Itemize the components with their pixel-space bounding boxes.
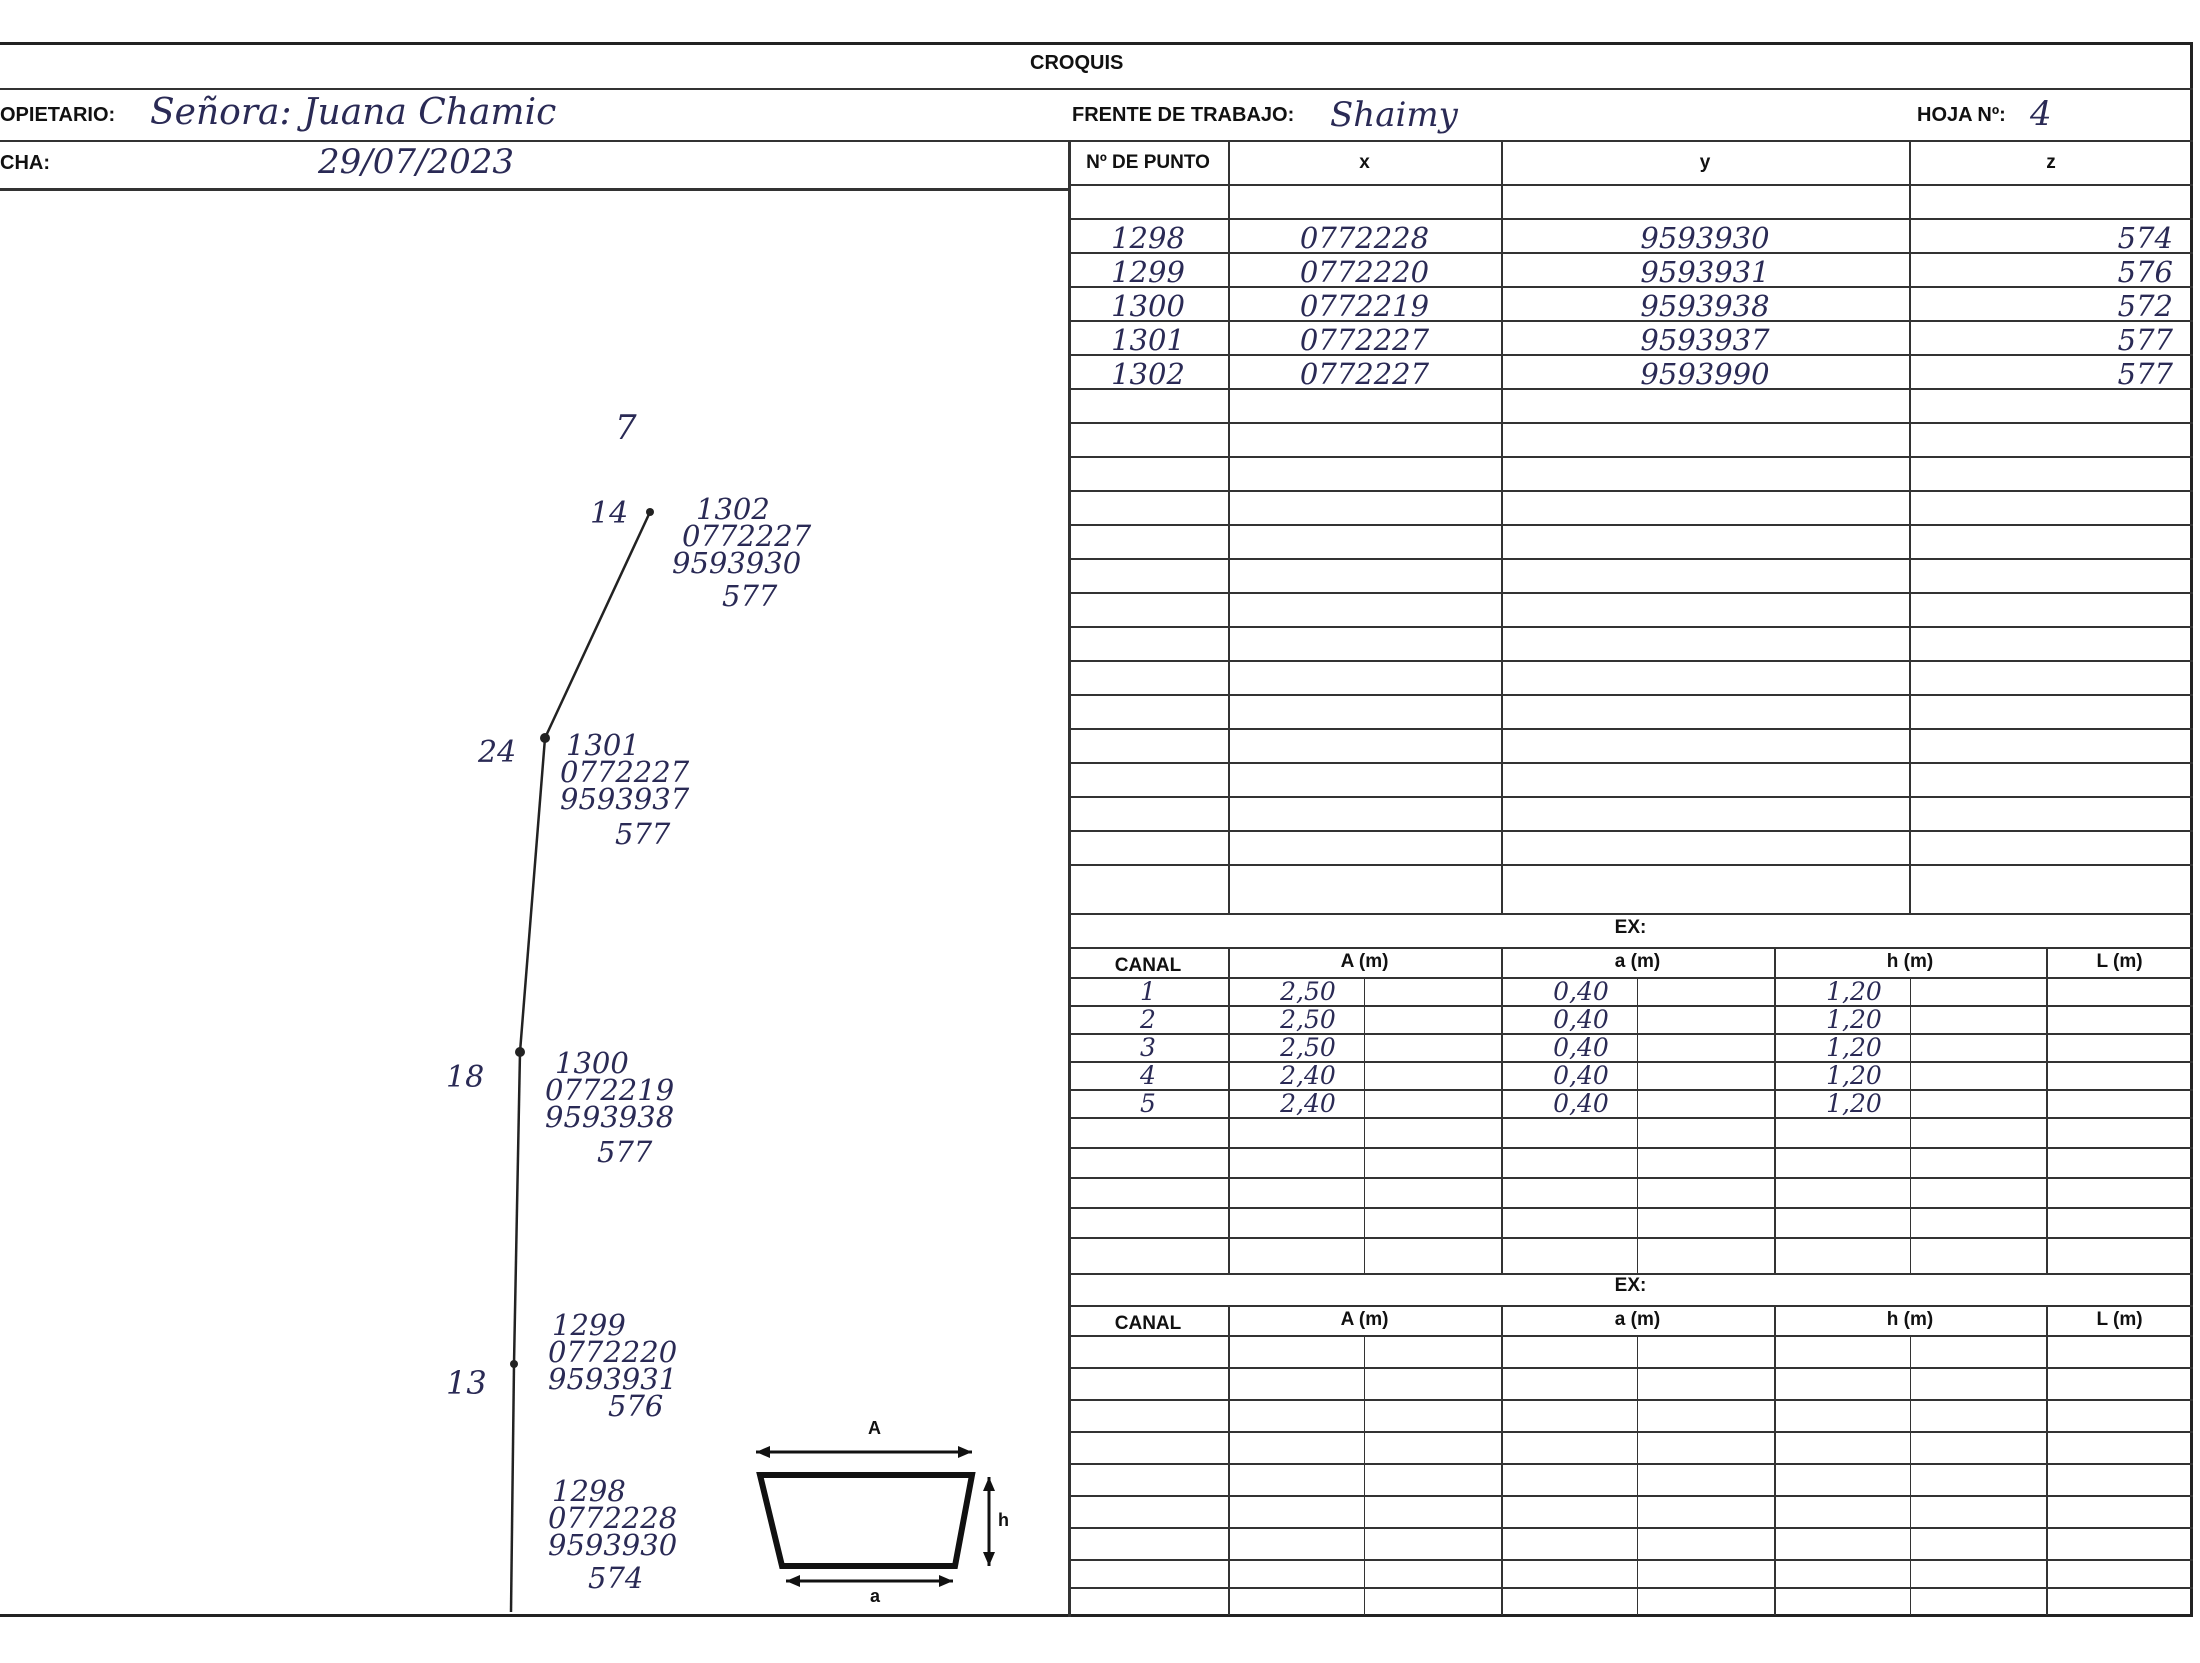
points-header-x: x [1359,152,1370,173]
sketch-point-data [545,1046,675,1169]
canal2-row-line [1068,1399,2193,1401]
sketch-point-y: 9593938 [545,1100,675,1134]
points-header-punto: Nº DE PUNTO [1086,152,1210,173]
sketch-point-label: 14 [590,496,629,531]
sketch-point-x: 0772228 [548,1501,678,1535]
frente-value: Shaimy [1330,95,1458,135]
canal1-cell: 1,20 [1826,1061,1882,1090]
fecha-value: 29/07/2023 [318,142,514,182]
form-title: CROQUIS [1030,52,1124,74]
sketch-top-mark: 7 [615,408,637,448]
canal1-col-line [2046,947,2048,1275]
canal2-header-L: L (m) [2096,1309,2143,1330]
canal2-row-line [1068,1367,2193,1369]
arrow-right-icon [958,1446,972,1458]
canal1-cell: 0,40 [1553,1033,1609,1062]
sketch-point-label: 13 [446,1364,487,1402]
sketch-segment [545,512,650,738]
canal2-col-line [2046,1305,2048,1615]
canal2-col-line [1228,1305,1230,1615]
diagram-label-A: A [868,1418,881,1438]
sketch-point-x: 0772220 [548,1335,678,1369]
canal1-cell: 2,50 [1280,1005,1336,1034]
canal1-col-line [1910,977,1911,1275]
points-cell: 0772227 [1299,323,1430,357]
sketch-point [646,508,654,516]
points-cell: 1298 [1111,221,1185,255]
sketch-point-y: 9593937 [560,782,690,816]
points-row-line [1068,558,2193,560]
sketch-segment [520,738,545,1052]
canal1-cell: 1,20 [1826,1089,1882,1118]
points-cell: 572 [2117,289,2173,323]
points-cell: 577 [2117,323,2173,357]
sketch-point-z: 577 [615,817,671,851]
sketch-point-id: 1298 [552,1474,626,1508]
sketch-point-z: 574 [588,1561,644,1595]
sketch-point-id: 1299 [552,1308,626,1342]
points-cell: 1300 [1111,289,1185,323]
points-cell: 1301 [1111,323,1185,357]
canal1-cell: 4 [1140,1061,1156,1090]
sketch-point-y: 9593930 [548,1528,678,1562]
arrow-left-icon [756,1446,770,1458]
canal1-cell: 1,20 [1826,1033,1882,1062]
sketch-segment [514,1052,520,1364]
canal2-header-a: a (m) [1614,1309,1661,1330]
points-row-line [1068,422,2193,424]
points-row-line [1068,456,2193,458]
sketch-point-x: 0772227 [682,519,812,553]
canal1-cell: 2,50 [1280,977,1336,1006]
points-table [1068,140,2193,915]
sketch-point-data [672,492,812,613]
canal-table-2 [1068,1273,2193,1617]
sketch-lines [0,0,1068,1617]
canal1-header-h: h (m) [1886,951,1934,972]
sketch-point-id: 1302 [696,492,770,526]
canal1-col-line [1228,947,1230,1275]
canal1-cell: 0,40 [1553,977,1609,1006]
points-cell: 9593937 [1640,323,1770,357]
canal2-row-line [1068,1463,2193,1465]
points-cell: 0772227 [1299,357,1430,391]
canal2-ex-label: EX: [1614,1275,1647,1296]
propietario-value: Señora: Juana Chamic [150,92,557,133]
sketch-point-y: 9593931 [548,1362,678,1396]
canal2-header-h: h (m) [1886,1309,1934,1330]
sketch-point-id: 1300 [555,1046,629,1080]
canal2-row-line [1068,1495,2193,1497]
points-row-line [1068,728,2193,730]
canal1-header-a: a (m) [1614,951,1661,972]
arrow-up-icon [983,1477,995,1491]
points-cell: 576 [2117,255,2173,289]
canal1-cell: 0,40 [1553,1089,1609,1118]
sketch-point-x: 0772227 [560,755,690,789]
sketch-point-data [560,728,690,851]
canal2-header-canal: CANAL [1114,1313,1182,1334]
points-cell: 0772220 [1299,255,1430,289]
arrow-right-icon [939,1575,953,1587]
sketch-segment [511,1364,514,1612]
canal2-row-line [1068,1335,2193,1337]
canal2-col-line [1910,1335,1911,1615]
sketch-point [515,1047,525,1057]
canal2-col-line [1637,1335,1638,1615]
sketch-point [510,1360,518,1368]
points-cell: 577 [2117,357,2173,391]
points-row-line [1068,490,2193,492]
canal2-header-A: A (m) [1340,1309,1389,1330]
fecha-label: CHA: [0,152,50,174]
points-header-y: y [1699,152,1711,173]
arrow-left-icon [786,1575,800,1587]
canal2-row-line [1068,1527,2193,1529]
canal2-row-line [1068,1305,2193,1307]
canal1-col-line [1364,977,1365,1275]
canal1-header-canal: CANAL [1114,955,1182,976]
sketch-point-label: 18 [446,1060,485,1095]
points-header-z: z [2046,152,2056,173]
hoja-value: 4 [2030,94,2052,134]
canal1-row-line [1068,1237,2193,1239]
arrow-down-icon [983,1552,995,1566]
sketch-point-id: 1301 [566,728,640,762]
canal1-cell: 2 [1140,1005,1156,1034]
canal2-row-line [1068,1559,2193,1561]
canal1-cell: 2,40 [1280,1089,1336,1118]
points-row-line [1068,830,2193,832]
canal1-cell: 5 [1140,1089,1156,1118]
points-cell: 1299 [1111,255,1185,289]
canal1-row-line [1068,947,2193,949]
canal1-col-line [1501,947,1503,1275]
points-row-line [1068,626,2193,628]
canal-diagram [756,1446,995,1587]
canal1-cell: 3 [1140,1033,1156,1062]
canal2-col-line [1364,1335,1365,1615]
canal1-col-line [1637,977,1638,1275]
canal1-cell: 2,50 [1280,1033,1336,1062]
points-cell: 1302 [1111,357,1185,391]
points-row-line [1068,218,2193,220]
points-row-line [1068,864,2193,866]
canal1-row-line [1068,1177,2193,1179]
sketch-point-x: 0772219 [545,1073,675,1107]
points-row-line [1068,694,2193,696]
points-row-line [1068,524,2193,526]
canal1-header-L: L (m) [2096,951,2143,972]
points-row-line [1068,762,2193,764]
canal1-row-line [1068,1207,2193,1209]
points-cell: 9593931 [1640,255,1770,289]
sketch-point-y: 9593930 [672,546,802,580]
sketch-point-label: 24 [478,735,517,770]
diagram-label-a: a [870,1586,881,1606]
canal1-col-line [1774,947,1776,1275]
points-row-line [1068,660,2193,662]
points-cell: 9593990 [1640,357,1770,391]
points-row-line [1068,592,2193,594]
canal1-cell: 2,40 [1280,1061,1336,1090]
points-cell: 9593938 [1640,289,1770,323]
canal1-ex-label: EX: [1614,917,1647,938]
points-cell: 0772228 [1299,221,1430,255]
canal2-row-line [1068,1587,2193,1589]
canal1-cell: 1 [1140,977,1156,1006]
canal-trapezoid [760,1475,972,1566]
canal1-row-line [1068,1147,2193,1149]
sketch-point-z: 577 [722,579,778,613]
canal1-cell: 1,20 [1826,1005,1882,1034]
sketch-point-data [548,1308,678,1423]
points-row-line [1068,796,2193,798]
sketch-point-z: 576 [608,1389,664,1423]
hoja-label: HOJA Nº: [1917,104,2006,126]
frente-label: FRENTE DE TRABAJO: [1072,104,1295,126]
canal1-cell: 0,40 [1553,1005,1609,1034]
points-row-line [1068,184,2193,186]
propietario-label: OPIETARIO: [0,104,116,126]
canal2-row-line [1068,1431,2193,1433]
sketch-point [540,733,550,743]
sketch-point-data [548,1474,678,1595]
points-cell: 9593930 [1640,221,1770,255]
canal1-cell: 0,40 [1553,1061,1609,1090]
canal2-col-line [1774,1305,1776,1615]
sketch-point-z: 577 [597,1135,653,1169]
canal1-header-A: A (m) [1340,951,1389,972]
canal-table-1 [1068,915,2193,1275]
points-cell: 0772219 [1299,289,1430,323]
canal1-cell: 1,20 [1826,977,1882,1006]
points-cell: 574 [2117,221,2173,255]
diagram-label-h: h [998,1510,1009,1530]
canal2-col-line [1501,1305,1503,1615]
